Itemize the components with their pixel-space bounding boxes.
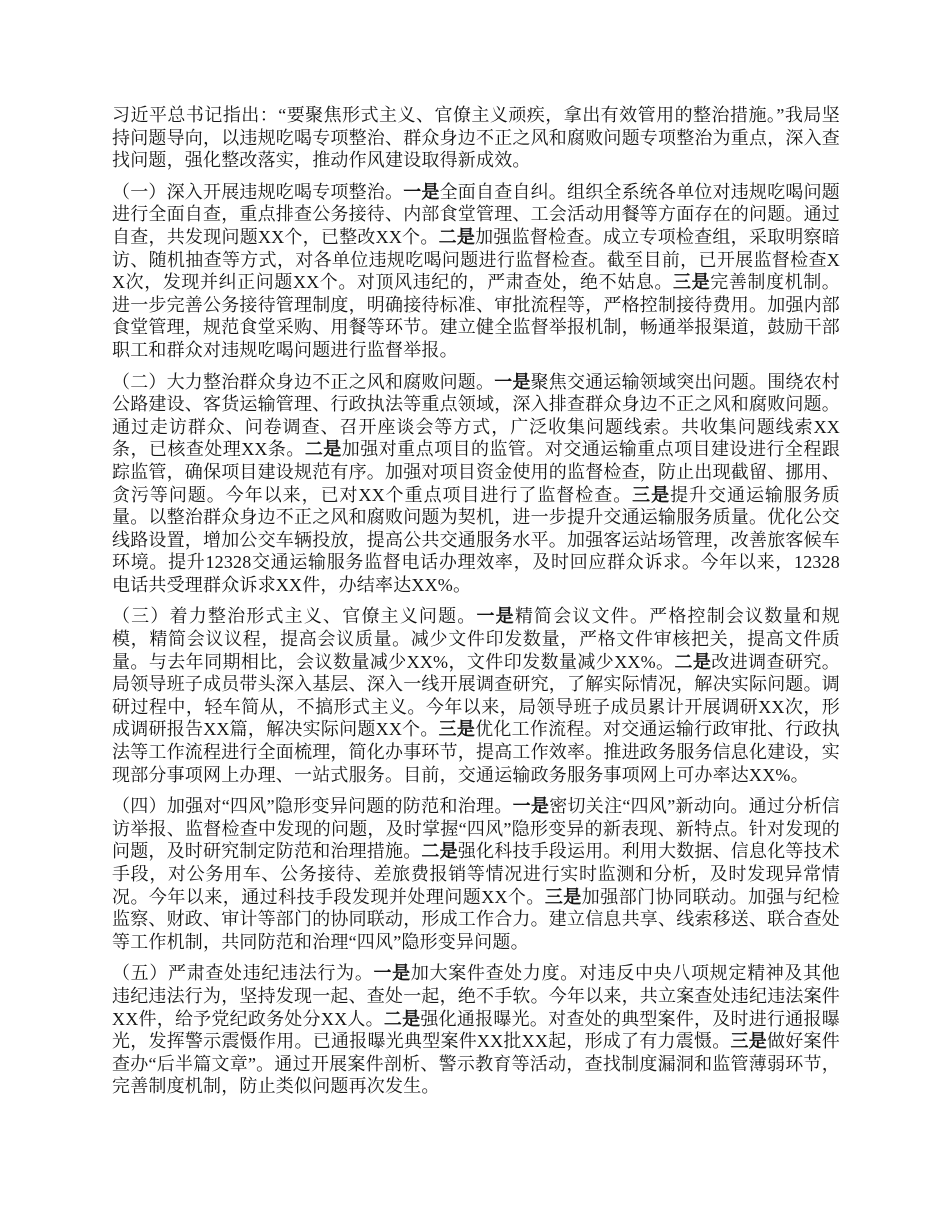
emphasis-run: 二是 [421, 841, 458, 862]
paragraph [112, 181, 840, 362]
text-run: 聚焦交通运输领域突出问题。围绕农村公路建设、客货运输管理、行政执法等重点领域，深入排查群众身边不正之风和腐败问题。通过走访群众、问卷调查、召开座谈会等方式，广泛收集问题线索。共收集问题线索XX条，已核查处理XX条。 [112, 371, 841, 460]
text-run: 强化通报曝光。对查处的典型案件，及时进行通报曝光，发挥警示震慑作用。已通报曝光典型案件XX批XX起，形成了有力震慑。 [112, 1008, 840, 1052]
text-run: 完善制度机制。进一步完善公务接待管理制度，明确接待标准、审批流程等，严格控制接待费用。加强内部食堂管理，规范食堂采购、用餐等环节。建立健全监督举报机制，畅通举报渠道，鼓励干部职工和群众对违规吃喝问题进行监督举报。 [112, 272, 840, 360]
emphasis-run: 三是 [673, 272, 711, 293]
emphasis-run: 一是 [373, 963, 411, 984]
emphasis-run: 三是 [544, 886, 582, 907]
text-run: （三）着力整治形式主义、官僚主义问题。 [112, 606, 477, 627]
emphasis-run: 一是 [512, 796, 550, 817]
text-run: 加强部门协同联动。加强与纪检监察、财政、审计等部门的协同联动，形成工作合力。建立信息共享、线索移送、联合查处等工作机制，共同防范和治理“四风”隐形变异问题。 [112, 886, 840, 952]
emphasis-run: 三是 [730, 1031, 768, 1052]
text-run: 加大案件查处力度。对违反中央八项规定精神及其他违纪违法行为，坚持发现一起、查处一起，绝不手软。今年以来，共立案查处违纪违法案件XX件，给予党纪政务处分XX人。 [112, 963, 840, 1029]
text-run: 强化科技手段运用。利用大数据、信息化等技术手段，对公务用车、公务接待、差旅费报销等情况进行实时监测和分析，及时发现异常情况。今年以来，通过科技手段发现并处理问题XX个。 [112, 841, 841, 907]
text-run: （五）严肃查处违纪违法行为。 [112, 963, 374, 984]
text-run: 改进调查研究。局领导班子成员带头深入基层、深入一线开展调查研究，了解实际情况，解决实际问题。调研过程中，轻车简从，不搞形式主义。今年以来，局领导班子成员累计开展调研XX次，形成调研报告XX篇，解决实际问题XX个。 [112, 651, 840, 740]
emphasis-run: 一是 [494, 371, 531, 392]
document-body [112, 104, 840, 1098]
text-run: 习近平总书记指出：“要聚焦形式主义、官僚主义顽疾，拿出有效管用的整治措施。”我局坚持问题导向，以违规吃喝专项整治、群众身边不正之风和腐败问题专项整治为重点，深入查找问题，强化整改落实，推动作风建设取得新成效。 [112, 105, 840, 171]
emphasis-run: 三是 [438, 719, 476, 740]
emphasis-run: 二是 [438, 226, 476, 247]
paragraph [112, 104, 840, 172]
paragraph [112, 795, 840, 953]
text-run: 加强监督检查。成立专项检查组，采取明察暗访、随机抽查等方式，对各单位违规吃喝问题进行监督检查。截至目前，已开展监督检查XX次，发现并纠正问题XX个。对顶风违纪的，严肃查处，绝不姑息。 [112, 226, 841, 293]
paragraph [112, 371, 840, 597]
text-run: 加强对重点项目的监管。对交通运输重点项目建设进行全程跟踪监管，确保项目建设规范有序。加强对项目资金使用的监督检查，防止出现截留、挪用、贪污等问题。今年以来，已对XX个重点项目进行了监督检查。 [112, 439, 840, 505]
emphasis-run: 二是 [383, 1008, 421, 1029]
emphasis-run: 一是 [403, 181, 440, 202]
text-run: 优化工作流程。对交通运输行政审批、行政执法等工作流程进行全面梳理，简化办事环节，提高工作效率。推进政务服务信息化建设，实现部分事项网上办理、一站式服务。目前，交通运输政务服务事项网上可办率达XX%。 [112, 719, 841, 785]
paragraph [112, 962, 840, 1098]
emphasis-run: 二是 [304, 439, 342, 460]
text-run: 提升交通运输服务质量。以整治群众身边不正之风和腐败问题为契机，进一步提升交通运输服务质量。优化公交线路设置，增加公交车辆投放，提高公共交通服务水平。加强客运站场管理，改善旅客候车环境。提升12328交通运输服务监督电话办理效率，及时回应群众诉求。今年以来，12328电话共受理群众诉求XX件，办结率达XX%。 [112, 484, 840, 595]
text-run: 做好案件查办“后半篇文章”。通过开展案件剖析、警示教育等活动，查找制度漏洞和监管薄弱环节，完善制度机制，防止类似问题再次发生。 [112, 1031, 840, 1097]
emphasis-run: 一是 [476, 606, 515, 627]
paragraph [112, 605, 840, 786]
emphasis-run: 二是 [674, 651, 712, 672]
emphasis-run: 三是 [632, 484, 671, 505]
text-run: 全面自查自纠。组织全系统各单位对违规吃喝问题进行全面自查，重点排查公务接待、内部食堂管理、工会活动用餐等方面存在的问题。通过自查，共发现问题XX个，已整改XX个。 [112, 181, 841, 247]
text-run: 密切关注“四风”新动向。通过分析信访举报、监督检查中发现的问题，及时掌握“四风”隐形变异的新表现、新特点。针对发现的问题，及时研究制定防范和治理措施。 [112, 796, 840, 862]
text-run: （一）深入开展违规吃喝专项整治。 [112, 181, 404, 202]
text-run: （二）大力整治群众身边不正之风和腐败问题。 [112, 371, 495, 392]
text-run: （四）加强对“四风”隐形变异问题的防范和治理。 [112, 796, 513, 817]
text-run: 精简会议文件。严格控制会议数量和规模，精简会议议程，提高会议质量。减少文件印发数量，严格文件审核把关，提高文件质量。与去年同期相比，会议数量减少XX%，文件印发数量减少XX%。 [112, 606, 840, 672]
